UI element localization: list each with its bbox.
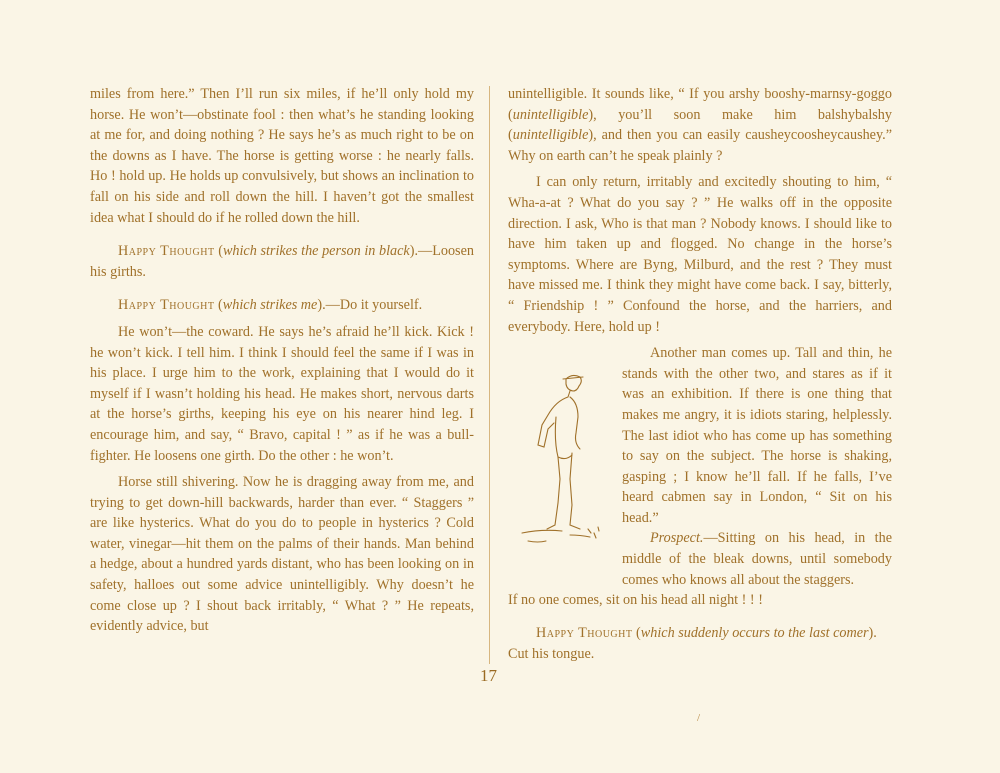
paragraph-text: unintelligible. It sounds like, “ If you arshy booshy-marnsy-goggo ( <box>508 86 892 123</box>
happy-thought-heading: Happy Thought <box>536 625 633 642</box>
paragraph: Another man comes up. Tall and thin, he stands with the other two, and stares as if it was an exhibition. If there is one thing that makes me angry, it is idiots staring, helplessly. The last idiot who has come up has something to say on the subject. The horse is shaking, gasping ; I know he’ll fall. If he falls, I’ve heard cabmen say in London, “ Sit on his head.” <box>622 345 892 526</box>
italic-aside: which strikes the person in black <box>222 243 410 260</box>
paragraph: I can only return, irritably and excitedly shouting to him, “ Wha-a-at ? What do you say ? ” He walks off in the opposite direction. I ask, Who is that man ? Nobody knows. I should like to have him taken up and flogged. No change in the horse’s symptoms. Where are Byng, Milburd, and the rest ? They must have missed me. I think they might have come back. I say, bitterly, “ Friendship ! ” Confound the horse, and the harriers, and everybody. Here, hold up ! <box>508 174 892 335</box>
paragraph-text: —Sitting on his head, in the middle of the bleak downs, until somebody comes who knows all about the staggers. <box>622 530 892 588</box>
happy-thought-paragraph: Happy Thought (which suddenly occurs to the last comer). Cut his tongue. <box>508 625 877 662</box>
column-divider <box>489 86 490 664</box>
happy-thought-heading: Happy Thought <box>118 243 215 260</box>
happy-thought-heading: Happy Thought <box>118 297 215 314</box>
prospect-paragraph <box>622 528 892 590</box>
stray-mark: / <box>697 712 701 724</box>
paragraph-text: Loosen his girths. <box>90 243 474 280</box>
italic-aside: unintelligible <box>512 106 589 123</box>
italic-aside: unintelligible <box>512 127 589 144</box>
italic-aside: which suddenly occurs to the last comer <box>640 625 869 642</box>
standing-man-illustration <box>508 357 612 547</box>
illustrated-passage <box>508 343 892 590</box>
paragraph: He won’t—the coward. He says he’s afraid he’ll kick. Kick ! he won’t kick. I tell him. I think I should feel the same if I was in his place. I urge him to the work, explaining that I would do it myself if I wasn’t holding his head. He makes short, nervous darts at the horse’s girths, keeping his eye on his nearer hind leg. I encourage him, and say, “ Bravo, capital ! ” as if he was a bull-fighter. He loosens one girth. Do the other : he won’t. <box>90 323 474 464</box>
paragraph <box>508 84 892 166</box>
paragraph-text: ), and then you can easily causheycoosheycaushey.” Why on earth can’t he speak plainly ? <box>508 127 892 164</box>
happy-thought-paragraph: Happy Thought (which strikes the person in black).—Loosen his girths. <box>90 243 474 280</box>
italic-aside: which strikes me <box>222 297 318 314</box>
paragraph-text: Cut his tongue. <box>508 645 595 662</box>
paragraph: Horse still shivering. Now he is dragging away from me, and trying to get down-hill backwards, harder than ever. “ Staggers ” are like hysterics. What do you do to people in hysterics ? Cold water, vinegar—hit them on the palms of their hands. Man behind a hedge, about a hundred yards distant, who has been looking on in safety, halloes out some advice unintelligibly. Why doesn’t he come close up ? I shout back irritably, “ What ? ” He repeats, evidently advice, but <box>90 474 474 635</box>
paragraph-text: Do it yourself. <box>339 297 423 314</box>
prospect-label: Prospect. <box>650 530 704 547</box>
paragraph-continuation: If no one comes, sit on his head all night ! ! ! <box>508 592 763 609</box>
left-column <box>90 84 474 637</box>
page-number: 17 <box>480 666 497 685</box>
paragraph-text: ), you’ll soon make him balshybalshy ( <box>508 106 892 144</box>
happy-thought-paragraph: Happy Thought (which strikes me).—Do it yourself. <box>118 297 423 314</box>
paragraph: miles from here.” Then I’ll run six miles, if he’ll only hold my horse. He won’t—obstinate fool : then what’s he standing looking at me for, and doing nothing ? He says he’s as much right to be on the downs as I have. The horse is getting worse : he nearly falls. Ho ! hold up. He holds up convulsively, but shows an inclination to fall on his side and roll down the hill. I haven’t got the smallest idea what I should do if he rolled down the hill. <box>90 86 474 226</box>
right-column <box>508 84 892 664</box>
